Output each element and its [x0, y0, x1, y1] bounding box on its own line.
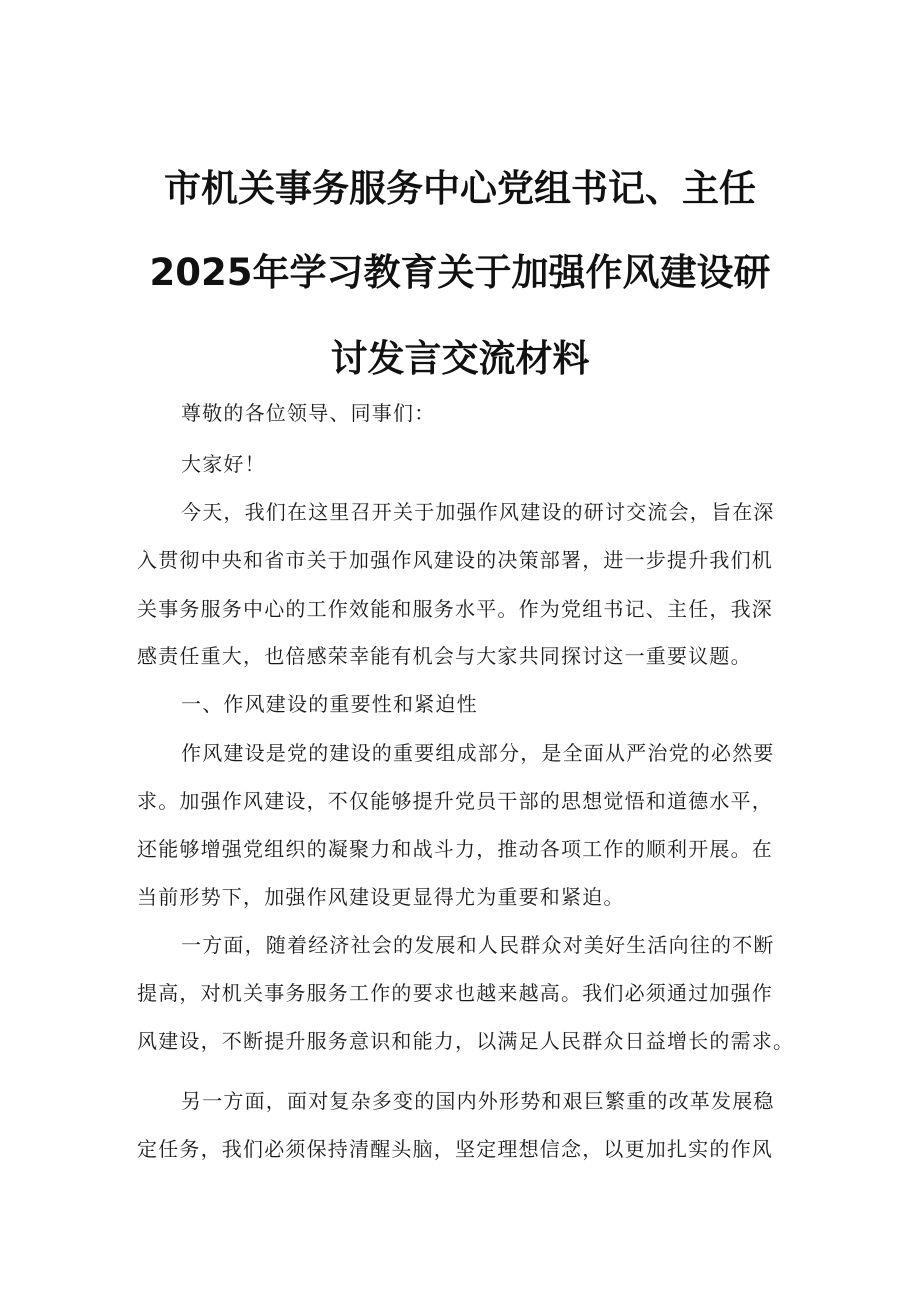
paragraph-line: 今天，我们在这里召开关于加强作风建设的研讨交流会，旨在深	[181, 500, 775, 524]
document-title-line-2: 2025年学习教育关于加强作风建设研	[149, 251, 771, 294]
section-heading: 一、作风建设的重要性和紧迫性	[181, 692, 478, 716]
paragraph-line: 提高，对机关事务服务工作的要求也越来越高。我们必须通过加强作	[137, 981, 773, 1005]
paragraph-line: 感责任重大，也倍感荣幸能有机会与大家共同探讨这一重要议题。	[137, 644, 752, 668]
paragraph-line: 作风建设是党的建设的重要组成部分，是全面从严治党的必然要	[181, 741, 775, 765]
paragraph-line: 还能够增强党组织的凝聚力和战斗力，推动各项工作的顺利开展。在	[137, 837, 773, 861]
paragraph-line: 当前形势下，加强作风建设更显得尤为重要和紧迫。	[137, 885, 625, 909]
salutation: 尊敬的各位领导、同事们：	[181, 401, 436, 425]
paragraph-line: 定任务，我们必须保持清醒头脑，坚定理想信念，以更加扎实的作风	[137, 1137, 773, 1161]
greeting: 大家好！	[181, 452, 266, 476]
paragraph-line: 另一方面，面对复杂多变的国内外形势和艰巨繁重的改革发展稳	[181, 1089, 775, 1113]
paragraph-line: 关事务服务中心的工作效能和服务水平。作为党组书记、主任，我深	[137, 597, 773, 621]
paragraph-line: 入贯彻中央和省市关于加强作风建设的决策部署，进一步提升我们机	[137, 548, 773, 572]
paragraph-line: 风建设，不断提升服务意识和能力，以满足人民群众日益增长的需求。	[137, 1029, 795, 1053]
paragraph-line: 求。加强作风建设，不仅能够提升党员干部的思想觉悟和道德水平，	[137, 789, 773, 813]
document-title-line-1: 市机关事务服务中心党组书记、主任	[164, 167, 756, 210]
document-title-line-3: 讨发言交流材料	[330, 337, 590, 380]
paragraph-line: 一方面，随着经济社会的发展和人民群众对美好生活向往的不断	[181, 933, 775, 957]
